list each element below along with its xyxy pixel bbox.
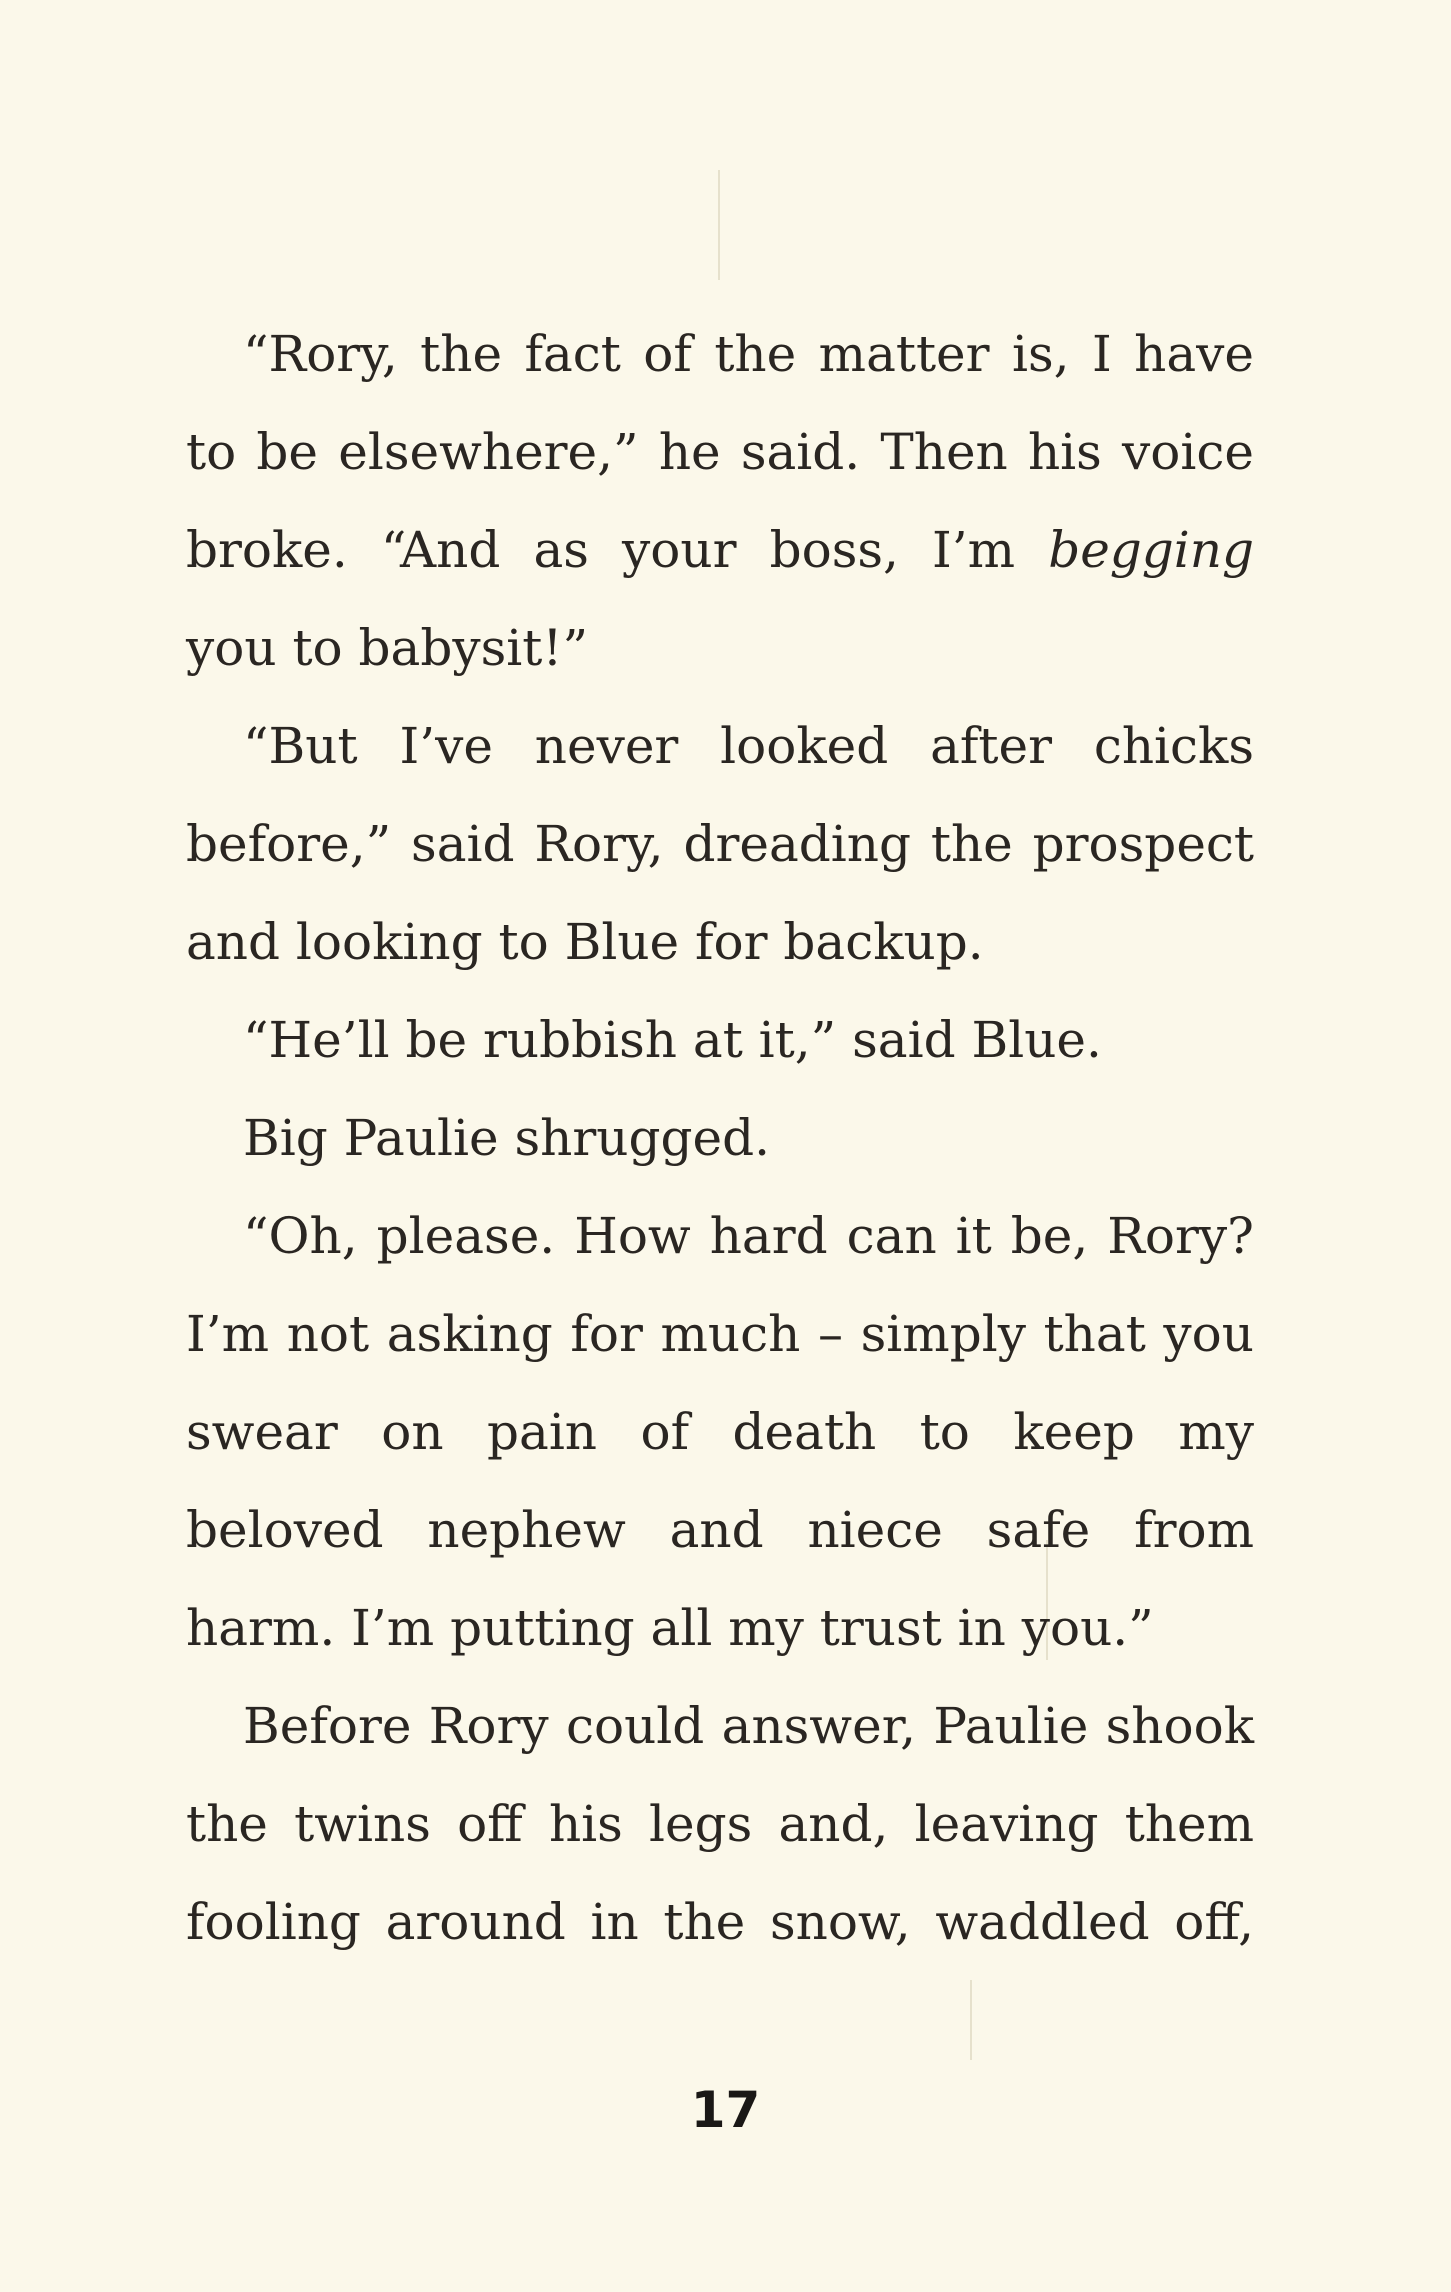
- paragraph: “But I’ve never looked after chicks before,” said Rory, dreading the prospect and looking to Blue for backup.: [186, 717, 1254, 971]
- paragraph: Big Paulie shrugged.: [243, 1109, 770, 1167]
- paragraph-text: “Rory, the fact of the matter is, I have to be elsewhere,” he said. Then his voice broke. “And as your boss, I’m: [186, 325, 1254, 579]
- body-text: [186, 305, 1254, 1971]
- page-number: 17: [690, 2081, 761, 2139]
- paragraph: “Oh, please. How hard can it be, Rory? I’m not asking for much – simply that you swear on pain of death to keep my beloved nephew and niece safe from harm. I’m putting all my trust in you.”: [186, 1207, 1254, 1657]
- paragraph: [186, 305, 1254, 697]
- paragraph: Before Rory could answer, Paulie shook the twins off his legs and, leaving them fooling around in the snow, waddled off,: [186, 1697, 1254, 1951]
- paper-crease: [718, 170, 720, 280]
- paragraph: “He’ll be rubbish at it,” said Blue.: [243, 1011, 1102, 1069]
- paragraph-text: you to babysit!”: [186, 619, 589, 677]
- emphasis-text: begging: [1048, 521, 1254, 579]
- paper-crease: [970, 1980, 972, 2060]
